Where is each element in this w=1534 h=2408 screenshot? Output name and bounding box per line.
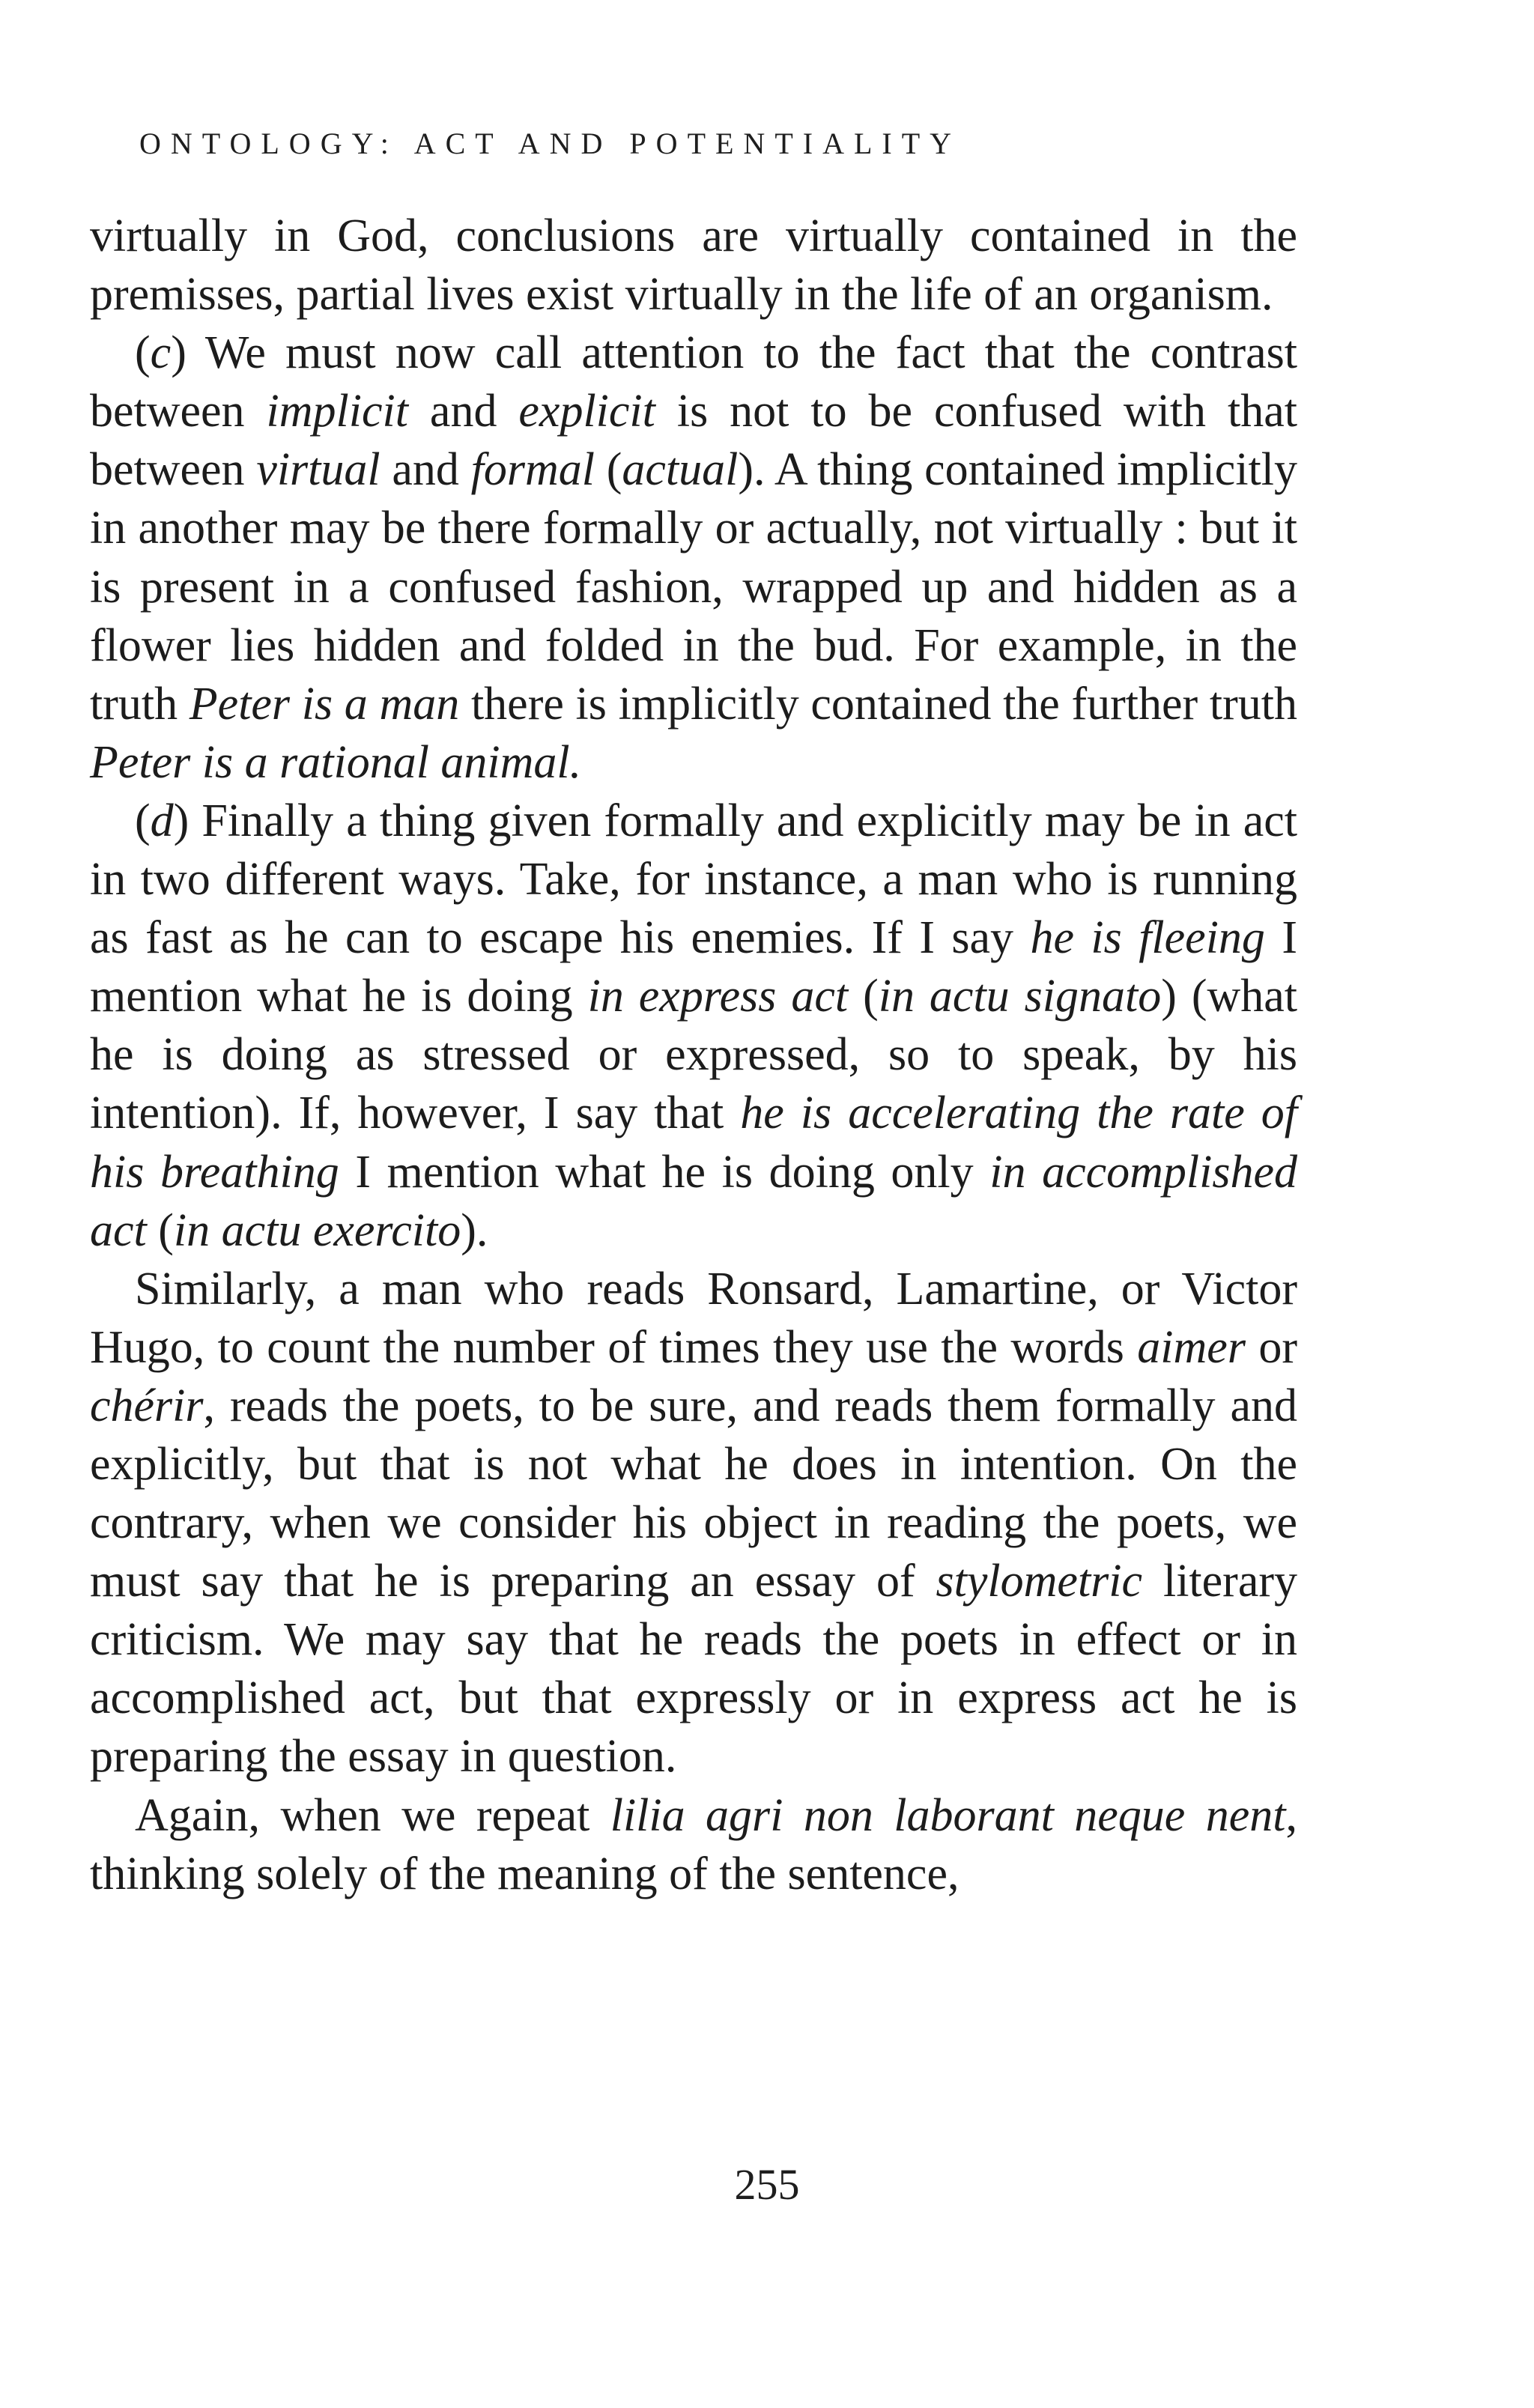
italic-text: virtual — [256, 444, 381, 496]
page-number: 255 — [734, 2160, 800, 2209]
italic-text: he is accelerating the rate of his breathing — [90, 1088, 1297, 1198]
italic-text: implicit — [266, 386, 408, 437]
text-run: there is implicitly contained the further truth — [459, 678, 1297, 730]
text-run: ). — [461, 1204, 488, 1256]
text-run: I mention what he is doing only — [339, 1146, 990, 1198]
text-run: I mention what he is doing — [90, 912, 1297, 1022]
paragraph-p1 — [90, 207, 1297, 324]
italic-text: chérir — [90, 1380, 204, 1431]
italic-text: stylometric — [936, 1556, 1143, 1607]
text-run: or — [1245, 1321, 1297, 1373]
italic-text: in actu signato — [878, 971, 1162, 1022]
italic-text: formal — [470, 444, 595, 496]
running-head: ONTOLOGY: ACT AND POTENTIALITY — [139, 127, 962, 160]
text-run: ( — [595, 444, 622, 496]
paragraph-p4 — [90, 1260, 1297, 1786]
text-run: virtually in God, conclusions are virtually contained in the premisses, partial lives exist virtually in the life of an organism. — [90, 210, 1297, 321]
text-run: ( — [848, 971, 879, 1022]
text-run: , reads the poets, to be sure, and reads them formally and explicitly, but that is not what he does in intention. On the contrary, when we consider his object in reading the poets, we must say that he is preparing an essay of — [90, 1380, 1297, 1607]
text-run: Again, when we repeat — [135, 1789, 610, 1841]
italic-text: in express act — [587, 971, 849, 1022]
paragraph-p5 — [90, 1786, 1297, 1903]
italic-text: lilia agri non laborant neque nent — [610, 1789, 1286, 1841]
paragraph-p2 — [90, 324, 1297, 792]
italic-text: in actu exercito — [173, 1204, 461, 1256]
text-run: is not to be confused with that between — [90, 386, 1297, 496]
body-text — [90, 207, 1297, 1903]
italic-text: c — [150, 327, 172, 379]
text-run: and — [407, 386, 519, 437]
italic-text: explicit — [518, 386, 655, 437]
text-run: ( — [135, 795, 151, 846]
italic-text: Peter is a man — [189, 678, 460, 730]
text-run: ) (what he is doing as stressed or expressed, so to speak, by his intention). If, however, I say that — [90, 971, 1297, 1139]
text-run: ( — [146, 1204, 174, 1256]
italic-text: Peter is a rational animal. — [90, 736, 582, 788]
text-run: and — [380, 444, 471, 496]
italic-text: aimer — [1137, 1321, 1246, 1373]
text-run: , thinking solely of the meaning of the sentence, — [90, 1789, 1297, 1899]
italic-text: he is fleeing — [1030, 912, 1265, 964]
text-run: Similarly, a man who reads Ronsard, Lamartine, or Victor Hugo, to count the number of times they use the words — [90, 1263, 1297, 1373]
paragraph-p3 — [90, 792, 1297, 1260]
text-run: ) We must now call attention to the fact that the contrast between — [90, 327, 1297, 437]
italic-text: actual — [622, 444, 739, 496]
text-run: ) Finally a thing given formally and explicitly may be in act in two different ways. Take, for instance, a man who is running as fast as he can to escape his enemies. If I say — [90, 795, 1297, 964]
text-run: ( — [135, 327, 151, 379]
italic-text: d — [150, 795, 174, 846]
italic-text: in accomplished act — [90, 1146, 1298, 1256]
text-run: literary criticism. We may say that he reads the poets in effect or in accomplished act, but that expressly or in express act he is preparing the essay in question. — [90, 1556, 1297, 1783]
text-run: ). A thing contained implicitly in another may be there formally or actually, not virtually : but it is present in a confused fashion, wrapped up and hidden as a flower lies hidden and folded in the bud. For example, in the truth — [90, 444, 1297, 730]
